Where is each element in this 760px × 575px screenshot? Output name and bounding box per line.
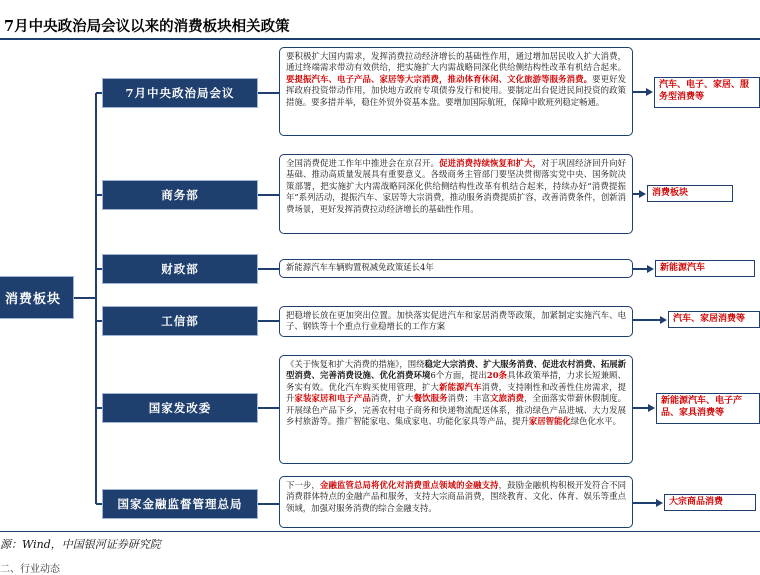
source-rule	[0, 531, 760, 532]
arrow-icon	[656, 499, 663, 507]
dept-commerce: 商务部	[102, 180, 258, 210]
arrow-icon	[660, 316, 667, 324]
policy-text: 6个方面，提出	[430, 370, 487, 381]
highlight-text: 金融监管总局将优化对消费重点领域的金融支持	[320, 480, 499, 490]
dept-desc-connector	[258, 268, 279, 270]
policy-text: 新能源汽车车辆购置税减免政策延长4年	[286, 262, 434, 272]
policy-text: 《关于恢复和扩大消费的措施》，围绕	[286, 359, 425, 369]
policy-text: 把稳增长放在更加突出位置。加快落实促进汽车和家居消费等政策，加紧制定实施汽车、电子、钢铁等十个重点行业稳增长的工作方案	[286, 310, 626, 332]
highlight-text: 餐饮服务	[413, 393, 448, 404]
policy-text: ，全面落实带薪休假制度。开展绿色产品下乡，完善农村电子商务和快递物流配送体系，推动绿色产品进城、大力发展乡村旅游等。推广智能家电、集成家电、功能化家具等产品，提升	[286, 393, 627, 427]
tag-politburo: 汽车、电子、家居、服务型消费等	[654, 77, 760, 108]
highlight-text: 文旅消费	[490, 393, 525, 404]
dept-desc-connector	[258, 194, 279, 196]
desc-politburo	[279, 47, 633, 136]
dept-desc-connector	[258, 407, 279, 409]
highlight-text: 20条	[486, 370, 508, 381]
arrow-icon	[639, 190, 646, 198]
dept-desc-connector	[258, 320, 279, 322]
arrow-icon	[647, 265, 654, 273]
desc-nfra	[279, 476, 633, 528]
policy-text: 对于巩固经济回升向好基础、推动高质量发展具有重要意义。各级商务主管部门要坚决贯彻落实党中央、国务院决策部署，把实施扩大内需战略同深化供给侧结构性改革有机结合起来，持续办好“消费提振年”系列活动，提振汽车、家居等大宗消费，推动服务消费提质扩容，改善消费条件，创新消费场景，更好发挥消费拉动经济增长的基础性作用。	[286, 158, 627, 214]
highlight-text: 促进消费持续恢复和扩大，	[439, 158, 542, 168]
policy-text: 下一步，	[286, 480, 321, 490]
tag-commerce: 消费板块	[647, 185, 733, 202]
policy-text: ，鼓励金融机构积极开发符合不同消费群体特点的金融产品和服务，支持大宗商品消费，围绕教育、文化、体育、娱乐等重点领域，加强对服务消费的综合金融支持。	[286, 480, 627, 513]
policy-text: 要积极扩大国内需求，发挥消费拉动经济增长的基础性作用，通过增加居民收入扩大消费，通过终端需求带动有效供给，把实施扩大内需战略同深化供给侧结构性改革有机结合起来。	[286, 51, 626, 73]
desc-tag-connector	[633, 91, 647, 93]
policy-text: 绿色化水平。	[570, 416, 621, 427]
source-note: 源：Wind，中国银河证券研究院	[0, 538, 161, 551]
trunk-line	[95, 93, 97, 504]
highlight-text: 家居智能化	[528, 416, 571, 427]
policy-text: 消费，支持刚性和改善性住房需求，提升	[286, 381, 627, 404]
tag-miit: 汽车、家居消费等	[668, 311, 760, 328]
arrow-icon	[648, 404, 655, 412]
policy-text: 全国消费促进工作年中推进会在京召开。	[286, 158, 440, 168]
tag-ndrc: 新能源汽车、电子产品、家具消费等	[656, 393, 760, 424]
dept-nfra: 国家金融监督管理总局	[102, 489, 258, 519]
page-title: 7月中央政治局会议以来的消费板块相关政策	[4, 18, 290, 35]
desc-tag-connector	[633, 407, 649, 409]
dept-desc-connector	[258, 92, 279, 94]
desc-ndrc	[279, 355, 633, 464]
dept-finance: 财政部	[102, 254, 258, 284]
root-node: 消费板块	[0, 276, 74, 319]
policy-text: 具体政策举措，力求长短兼顾、务实有效。优化汽车购买使用管理，扩大	[286, 370, 627, 392]
arrow-icon	[646, 88, 653, 96]
policy-text: 要更好发挥政府投资带动作用，加快地方政府专项债券发行和使用。要制定出台促进民间投资的政策措施。要多措并举，稳住外贸外资基本盘。要增加国际航班，保障中欧班列稳定畅通。	[286, 73, 627, 107]
tag-nfra: 大宗商品消费	[664, 494, 756, 511]
highlight-text: 新能源汽车	[439, 381, 482, 392]
desc-tag-connector	[633, 319, 661, 321]
bold-text: 稳定大宗消费、扩大服务消费、促进农村消费、拓展新型消费、完善消费设施、优化消费环境	[286, 359, 626, 381]
desc-miit	[279, 306, 633, 337]
tag-finance: 新能源汽车	[655, 260, 755, 277]
root-connector	[74, 297, 96, 299]
dept-ndrc: 国家发改委	[102, 393, 258, 423]
highlight-text: 家装家居和电子产品	[294, 393, 372, 404]
dept-miit: 工信部	[102, 306, 258, 336]
title-rule	[0, 38, 760, 40]
dept-desc-connector	[258, 503, 279, 505]
dept-politburo: 7月中央政治局会议	[102, 78, 258, 108]
desc-commerce	[279, 154, 633, 234]
desc-finance	[279, 259, 633, 278]
footer-partial-text: 二、行业动态	[0, 564, 60, 575]
desc-tag-connector	[633, 268, 648, 270]
policy-text: 消费，扩大	[371, 393, 414, 404]
policy-text: 消费；丰富	[447, 393, 491, 404]
highlight-text: 要提振汽车、电子产品、家居等大宗消费，推动体育休闲、文化旅游等服务消费。	[286, 73, 593, 84]
desc-tag-connector	[633, 502, 657, 504]
